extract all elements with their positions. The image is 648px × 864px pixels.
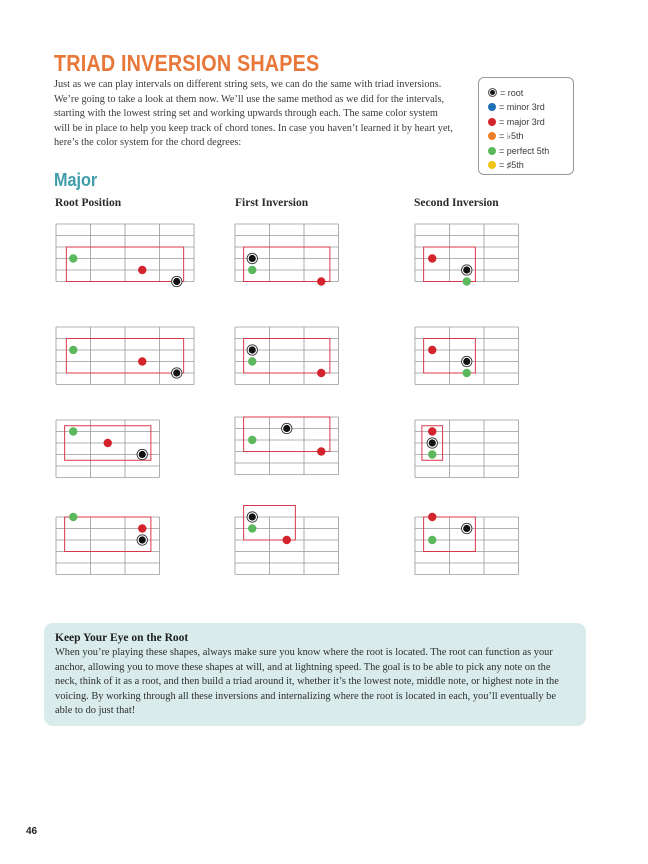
major-3rd-note-dot <box>283 536 291 544</box>
root-note-dot-core <box>249 255 256 262</box>
legend-item-minor-3rd <box>488 101 545 114</box>
string-set-box <box>65 517 151 552</box>
root-note-dot-core <box>283 425 290 432</box>
column-heading-root-position: Root Position <box>55 197 122 209</box>
section-heading-major: Major <box>54 170 98 190</box>
major-3rd-note-dot <box>138 266 146 274</box>
major-3rd-note-dot <box>317 277 325 285</box>
string-set-box <box>244 339 330 374</box>
fretboard-grid <box>415 327 519 385</box>
root-note-dot-core <box>429 439 436 446</box>
root-note-dot-core <box>463 358 470 365</box>
legend-label: = ♯5th <box>499 160 524 170</box>
fretboard-diagram <box>234 326 342 388</box>
legend-item-perfect-5th <box>488 144 549 157</box>
fretboard-diagram <box>414 516 522 578</box>
root-note-dot-core <box>463 266 470 273</box>
tip-body: When you’re playing these shapes, always make sure you know where the root is located. The root can function as your anchor, allowing you to move these shapes at will, and at lightning speed. The goal is to be able to pick any note on the neck, think of it as a root, and then build a triad around it, whether it’s the lowest note, middle note, or highest note in the voicing. By working through all these inversions and internalizing where the root is located in each, you’ll eventually be able to do just that! <box>55 647 559 717</box>
perfect-5th-note-dot <box>69 427 77 435</box>
fretboard-grid <box>56 513 160 575</box>
major-3rd-note-dot <box>138 357 146 365</box>
perfect-5th-note-dot <box>248 357 256 365</box>
perfect-5th-note-dot <box>248 266 256 274</box>
legend-label: = major 3rd <box>499 116 545 127</box>
fretboard-grid <box>235 506 339 575</box>
perfect-5th-note-dot <box>463 369 471 377</box>
page-number: 46 <box>26 826 38 837</box>
fretboard-diagram <box>414 326 522 388</box>
legend-label: = ♭5th <box>499 130 524 141</box>
page-title: TRIAD INVERSION SHAPES <box>54 50 320 76</box>
fretboard-diagram <box>414 223 522 285</box>
root-note-dot-core <box>139 536 146 543</box>
tip-title: Keep Your Eye on the Root <box>55 632 189 644</box>
perfect-5th-note-dot <box>463 277 471 285</box>
fretboard-diagram <box>234 223 342 285</box>
major-3rd-note-dot <box>428 513 436 521</box>
root-note-dot-core <box>139 451 146 458</box>
root-note-dot-core <box>463 525 470 532</box>
fretboard-diagram <box>234 416 342 478</box>
legend-item-sharp-5th <box>488 159 524 172</box>
color-legend <box>478 77 574 175</box>
fretboard-diagram <box>55 419 163 481</box>
perfect-5th-note-dot <box>69 346 77 354</box>
perfect-5th-note-dot <box>69 513 77 521</box>
major-3rd-note-dot <box>317 369 325 377</box>
major-3rd-note-dot <box>138 524 146 532</box>
root-note-dot-core <box>249 513 256 520</box>
fretboard-diagram <box>55 516 163 578</box>
legend-item-flat-5th <box>488 130 524 143</box>
perfect-5th-note-dot <box>428 536 436 544</box>
perfect-5th-dot-icon <box>488 147 496 155</box>
fretboard-diagram <box>55 223 197 285</box>
column-heading-first-inversion: First Inversion <box>235 197 309 209</box>
root-dot-icon <box>488 88 497 97</box>
intro-paragraph: Just as we can play intervals on different string sets, we can do the same with triad inversions. We’re going to take a look at them now. We’ll use the same method as we did for the intervals, starting with the lowest string set and working upwards through each. The same color system will be in place to help you keep track of chord tones. In case you haven’t learned it by heart yet, here’s the color system for the chord degrees: <box>54 79 453 149</box>
fretboard-grid <box>415 420 519 478</box>
perfect-5th-note-dot <box>248 524 256 532</box>
fretboard-diagram <box>234 516 342 578</box>
fretboard-grid <box>56 327 194 385</box>
major-3rd-note-dot <box>317 447 325 455</box>
major-3rd-note-dot <box>428 254 436 262</box>
flat-5th-dot-icon <box>488 132 496 140</box>
fretboard-grid <box>56 224 194 287</box>
major-3rd-note-dot <box>428 427 436 435</box>
tip-box <box>44 623 586 726</box>
string-set-box <box>244 417 330 452</box>
legend-label: = perfect 5th <box>499 145 550 156</box>
fretboard-grid <box>235 417 339 475</box>
fretboard-diagram <box>414 419 522 481</box>
root-note-dot-core <box>173 278 180 285</box>
legend-label: = minor 3rd <box>499 102 545 112</box>
fretboard-grid <box>415 224 519 286</box>
sharp-5th-dot-icon <box>488 161 496 169</box>
perfect-5th-note-dot <box>428 450 436 458</box>
root-note-dot-core <box>173 369 180 376</box>
fretboard-grid <box>415 513 519 575</box>
major-3rd-note-dot <box>104 439 112 447</box>
fretboard-grid <box>235 224 339 286</box>
column-heading-second-inversion: Second Inversion <box>414 197 499 209</box>
fretboard-grid <box>56 420 160 478</box>
fretboard-grid <box>235 327 339 385</box>
legend-label: = root <box>500 87 524 98</box>
legend-item-major-3rd <box>488 115 545 128</box>
root-note-dot-core <box>249 346 256 353</box>
legend-item-root <box>488 86 523 99</box>
fretboard-diagram <box>55 326 197 388</box>
string-set-box <box>244 247 330 282</box>
perfect-5th-note-dot <box>248 436 256 444</box>
major-3rd-note-dot <box>428 346 436 354</box>
perfect-5th-note-dot <box>69 254 77 262</box>
major-3rd-dot-icon <box>488 118 496 126</box>
minor-3rd-dot-icon <box>488 103 496 111</box>
